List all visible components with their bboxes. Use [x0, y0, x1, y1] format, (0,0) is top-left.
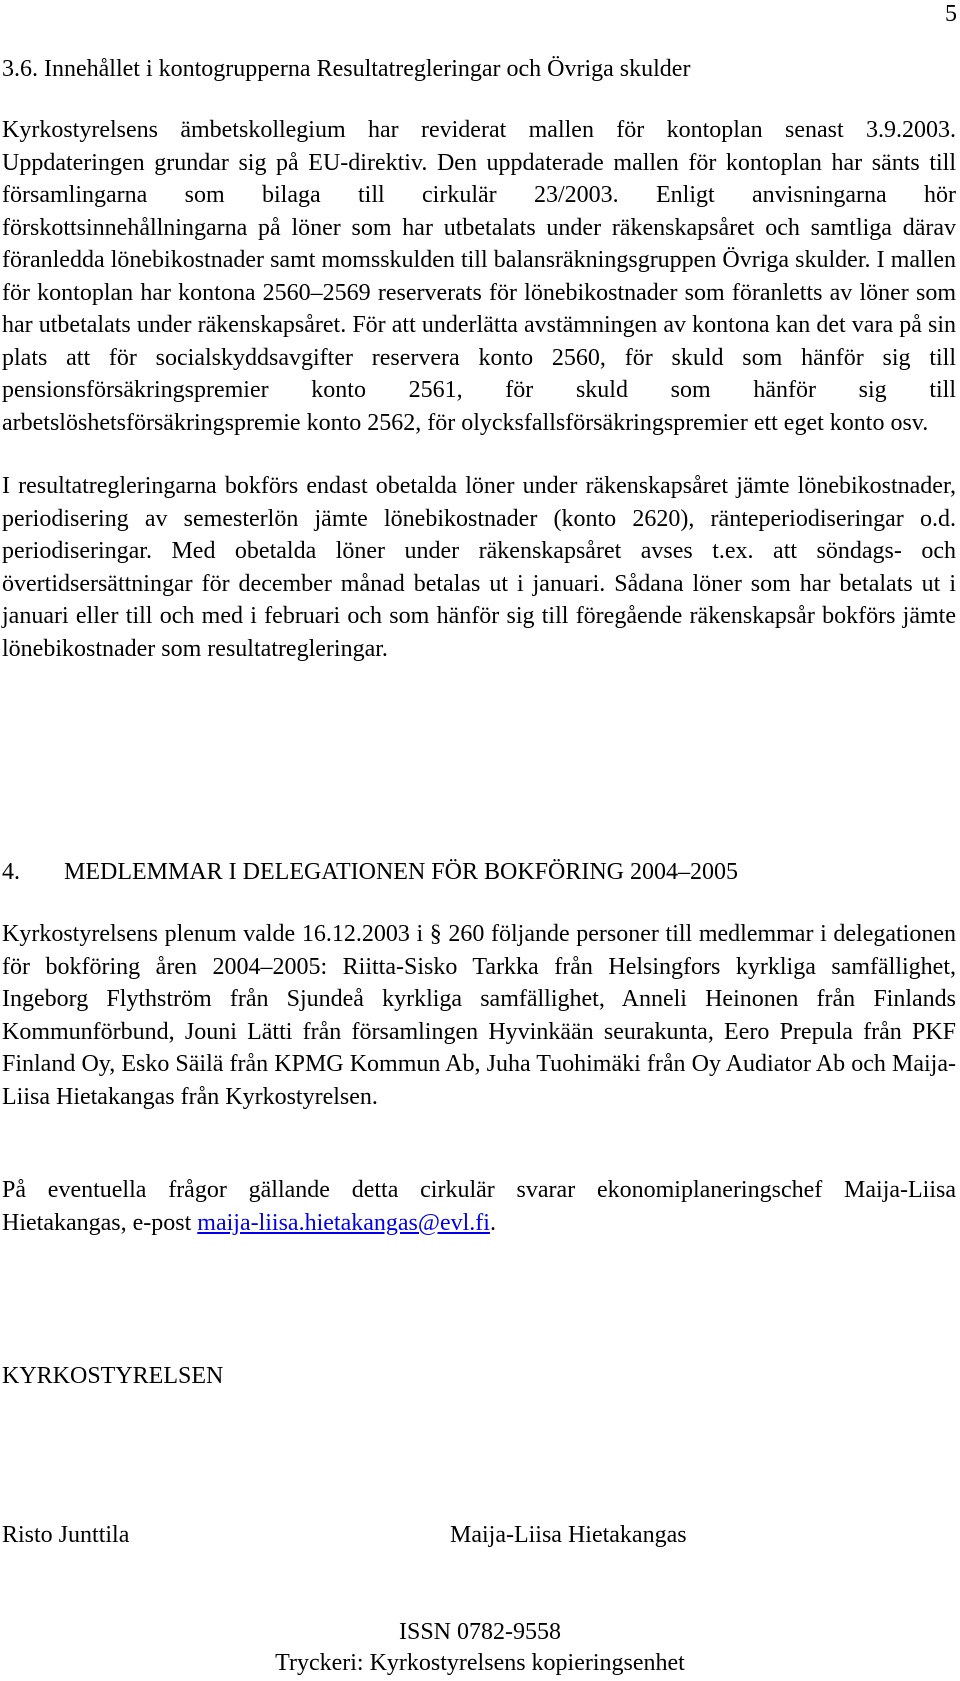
section-3-6-heading: 3.6. Innehållet i kontogrupperna Resultatregleringar och Övriga skulder: [2, 56, 691, 82]
contact-text-end: .: [489, 1209, 496, 1236]
contact-text: På eventuella frågor gällande detta cirkulär svarar ekonomiplaneringschef Maija-Liisa Hietakangas, e-post: [2, 1177, 956, 1236]
printer-line: Tryckeri: Kyrkostyrelsens kopieringsenhet: [275, 1650, 685, 1676]
section-3-6-paragraph-1: Kyrkostyrelsens ämbetskollegium har reviderat mallen för kontoplan senast 3.9.2003. Uppdateringen grundar sig på EU-direktiv. Den uppdaterade mallen för kontoplan har sänts till församlingarna som bilaga till cirkulär 23/2003. Enligt anvisningarna hör förskottsinnehållningarna på löner som har utbetalats under räkenskapsåret och samtliga därav föranledda lönebikostnader samt momsskulden till balansräkningsgruppen Övriga skulder. I mallen för kontoplan har kontona 2560–2569 reserverats för lönebikostnader som föranletts av löner som har utbetalats under räkenskapsåret. För att underlätta avstämningen av kontona kan det vara på sin plats att för socialskyddsavgifter reservera konto 2560, för skuld som hänför sig till pensionsförsäkringspremier konto 2561, för skuld som hänför sig till arbetslöshetsförsäkringspremie konto 2562, för olycksfallsförsäkringspremier ett eget konto osv.: [2, 117, 956, 436]
signature-left: Risto Junttila: [2, 1522, 130, 1548]
section-4-title: MEDLEMMAR I DELEGATIONEN FÖR BOKFÖRING 2004–2005: [64, 859, 738, 885]
contact-paragraph: [2, 1174, 956, 1239]
signature-right: Maija-Liisa Hietakangas: [450, 1522, 687, 1548]
section-4-paragraph: Kyrkostyrelsens plenum valde 16.12.2003 i § 260 följande personer till medlemmar i delegationen för bokföring åren 2004–2005: Riitta-Sisko Tarkka från Helsingfors kyrkliga samfällighet, Ingeborg Flythström från Sjundeå kyrkliga samfällighet, Anneli Heinonen från Finlands Kommunförbund, Jouni Lätti från församlingen Hyvinkään seurakunta, Eero Prepula från PKF Finland Oy, Esko Säilä från KPMG Kommun Ab, Juha Tuohimäki från Oy Audiator Ab och Maija-Liisa Hietakangas från Kyrkostyrelsen.: [2, 921, 956, 1110]
organization-name: KYRKOSTYRELSEN: [2, 1363, 224, 1389]
email-link[interactable]: maija-liisa.hietakangas@evl.fi: [197, 1209, 490, 1236]
section-4-number: 4.: [2, 859, 20, 885]
section-4-heading: [2, 856, 738, 888]
section-3-6-paragraph-2: I resultatregleringarna bokförs endast obetalda löner under räkenskapsåret jämte lönebikostnader, periodisering av semesterlön jämte lönebikostnader (konto 2620), ränteperiodiseringar o.d. periodiseringar. Med obetalda löner under räkenskapsåret avses t.ex. att söndags- och övertidsersättningar för december månad betalas ut i januari. Sådana löner som har betalats ut i januari eller till och med i februari och som hänför sig till föregående räkenskapsår bokförs jämte lönebikostnader som resultatregleringar.: [2, 473, 956, 662]
page-number: 5: [945, 1, 957, 27]
issn-line: ISSN 0782-9558: [398, 1619, 561, 1645]
